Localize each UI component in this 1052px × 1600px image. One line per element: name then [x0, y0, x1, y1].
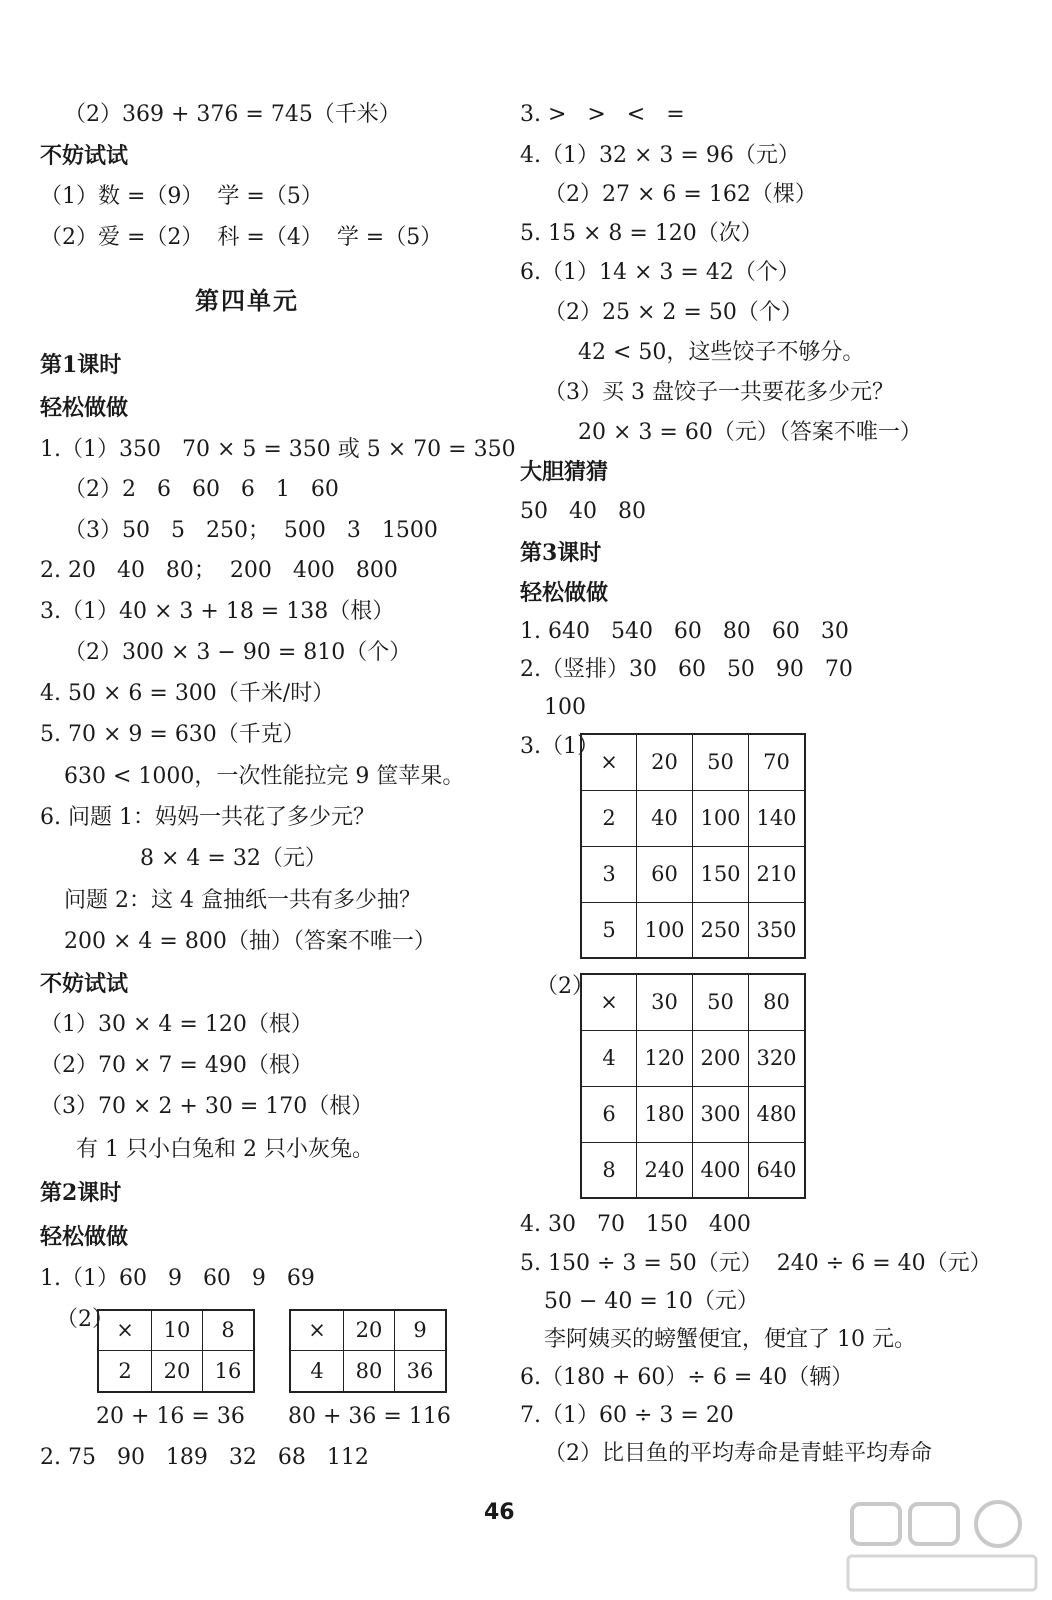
lesson-heading: 第3课时 [520, 540, 602, 566]
table-cell: 8 [581, 1142, 637, 1198]
page-number: 46 [484, 1500, 515, 1525]
table-cell: 3 [581, 846, 637, 902]
answer-line: 2. 75 90 189 32 68 112 [40, 1445, 369, 1470]
answer-line: 200 × 4 = 800（抽）（答案不唯一） [64, 929, 436, 954]
answer-line: 6. 问题 1：妈妈一共花了多少元？ [40, 805, 375, 830]
answer-line: （2）25 × 2 = 50（个） [544, 300, 803, 325]
table-cell: 2 [98, 1350, 152, 1392]
table-cell: 400 [693, 1142, 749, 1198]
table-cell: 640 [749, 1142, 806, 1198]
multiplication-table [580, 973, 806, 1199]
table-cell: 100 [637, 902, 693, 958]
table-cell: 8 [203, 1310, 255, 1350]
answer-line: 100 [544, 695, 586, 720]
table-cell: 60 [637, 846, 693, 902]
table-cell: × [581, 734, 637, 790]
answer-line: 5. 70 × 9 = 630（千克） [40, 722, 305, 747]
answer-line: 42 < 50，这些饺子不够分。 [578, 340, 865, 365]
answer-line: 7.（1）60 ÷ 3 = 20 [520, 1403, 734, 1428]
answer-line: 1.（1）350 70 × 5 = 350 或 5 × 70 = 350 [40, 437, 516, 462]
answer-line: （2）369 + 376 = 745（千米） [64, 102, 401, 127]
table-cell: × [581, 974, 637, 1030]
answer-line: 4. 50 × 6 = 300（千米/时） [40, 681, 335, 706]
answer-line: （2）爱 =（2） 科 =（4） 学 =（5） [40, 225, 443, 250]
answer-line: 2.（竖排）30 60 50 90 70 [520, 657, 853, 682]
table-cell: 100 [693, 790, 749, 846]
multiplication-table [97, 1309, 255, 1393]
table-cell: × [290, 1310, 344, 1350]
table-cell: 6 [581, 1086, 637, 1142]
table-cell: × [98, 1310, 152, 1350]
section-heading: 轻松做做 [520, 580, 609, 606]
table-cell: 210 [749, 846, 806, 902]
answer-line: 50 − 40 = 10（元） [544, 1289, 759, 1314]
table-cell: 150 [693, 846, 749, 902]
answer-line: （1）数 =（9） 学 =（5） [40, 184, 323, 209]
answer-line: 5. 150 ÷ 3 = 50（元） 240 ÷ 6 = 40（元） [520, 1251, 992, 1276]
table-cell: 20 [152, 1350, 203, 1392]
table-cell: 200 [693, 1030, 749, 1086]
multiplication-table [580, 733, 806, 959]
section-heading: 不妨试试 [40, 143, 129, 169]
section-heading: 不妨试试 [40, 971, 129, 997]
answer-line: 5. 15 × 8 = 120（次） [520, 221, 763, 246]
answer-line: 1.（1）60 9 60 9 69 [40, 1266, 315, 1291]
table-cell: 16 [203, 1350, 255, 1392]
table-cell: 5 [581, 902, 637, 958]
answer-line: 3. > > < = [520, 102, 685, 127]
table-cell: 350 [749, 902, 806, 958]
answer-line: 8 × 4 = 32（元） [140, 846, 327, 871]
answer-line: （3）买 3 盘饺子一共要花多少元？ [544, 380, 894, 405]
answer-line: 有 1 只小白兔和 2 只小灰兔。 [76, 1137, 374, 1162]
answer-line: 6.（1）14 × 3 = 42（个） [520, 260, 800, 285]
table-cell: 140 [749, 790, 806, 846]
table-cell: 9 [395, 1310, 447, 1350]
table-cell: 120 [637, 1030, 693, 1086]
table-cell: 50 [693, 974, 749, 1030]
table-cell: 4 [581, 1030, 637, 1086]
answer-line: 20 + 16 = 36 [96, 1404, 245, 1429]
multiplication-table [289, 1309, 447, 1393]
answer-line: 李阿姨买的螃蟹便宜，便宜了 10 元。 [544, 1327, 916, 1352]
table-cell: 80 [344, 1350, 395, 1392]
table-cell: 180 [637, 1086, 693, 1142]
answer-line: 问题 2：这 4 盒抽纸一共有多少抽？ [64, 888, 421, 913]
table-cell: 70 [749, 734, 806, 790]
table-cell: 50 [693, 734, 749, 790]
unit-title: 第四单元 [195, 286, 299, 315]
answer-line: （3）70 × 2 + 30 = 170（根） [40, 1094, 374, 1119]
table-cell: 80 [749, 974, 806, 1030]
answer-line: 1. 640 540 60 80 60 30 [520, 619, 849, 644]
answer-line: （2）2 6 60 6 1 60 [64, 477, 339, 502]
answer-line: （2）300 × 3 − 90 = 810（个） [64, 640, 412, 665]
answer-line: 4.（1）32 × 3 = 96（元） [520, 143, 800, 168]
table-cell: 250 [693, 902, 749, 958]
table-cell: 20 [344, 1310, 395, 1350]
section-heading: 轻松做做 [40, 1224, 129, 1250]
watermark-logo [840, 1500, 1040, 1595]
answer-line: 2. 20 40 80； 200 400 800 [40, 558, 398, 583]
table-cell: 480 [749, 1086, 806, 1142]
lesson-heading: 第2课时 [40, 1180, 122, 1206]
answer-line: 50 40 80 [520, 499, 646, 524]
answer-line: （1）30 × 4 = 120（根） [40, 1012, 313, 1037]
table-cell: 240 [637, 1142, 693, 1198]
answer-line: 3.（1）40 × 3 + 18 = 138（根） [40, 599, 395, 624]
answer-line: （3）50 5 250； 500 3 1500 [64, 518, 438, 543]
answer-line: 20 × 3 = 60（元）（答案不唯一） [578, 420, 922, 445]
answer-line: 6.（180 + 60）÷ 6 = 40（辆） [520, 1365, 854, 1390]
answer-line: （2） [536, 974, 594, 999]
table-cell: 10 [152, 1310, 203, 1350]
table-cell: 300 [693, 1086, 749, 1142]
table-cell: 2 [581, 790, 637, 846]
table-cell: 4 [290, 1350, 344, 1392]
answer-line: 3.（1） [520, 734, 599, 759]
section-heading: 大胆猜猜 [520, 459, 609, 485]
table-cell: 36 [395, 1350, 447, 1392]
answer-line: （2）70 × 7 = 490（根） [40, 1053, 313, 1078]
table-cell: 40 [637, 790, 693, 846]
answer-line: （2） [56, 1307, 114, 1332]
lesson-heading: 第1课时 [40, 352, 122, 378]
answer-line: （2）27 × 6 = 162（棵） [544, 182, 817, 207]
answer-line: （2）比目鱼的平均寿命是青蛙平均寿命 [544, 1441, 932, 1466]
section-heading: 轻松做做 [40, 395, 129, 421]
answer-line: 80 + 36 = 116 [288, 1404, 451, 1429]
table-cell: 320 [749, 1030, 806, 1086]
answer-line: 4. 30 70 150 400 [520, 1212, 751, 1237]
table-cell: 20 [637, 734, 693, 790]
table-cell: 30 [637, 974, 693, 1030]
answer-line: 630 < 1000，一次性能拉完 9 筐苹果。 [64, 764, 465, 789]
